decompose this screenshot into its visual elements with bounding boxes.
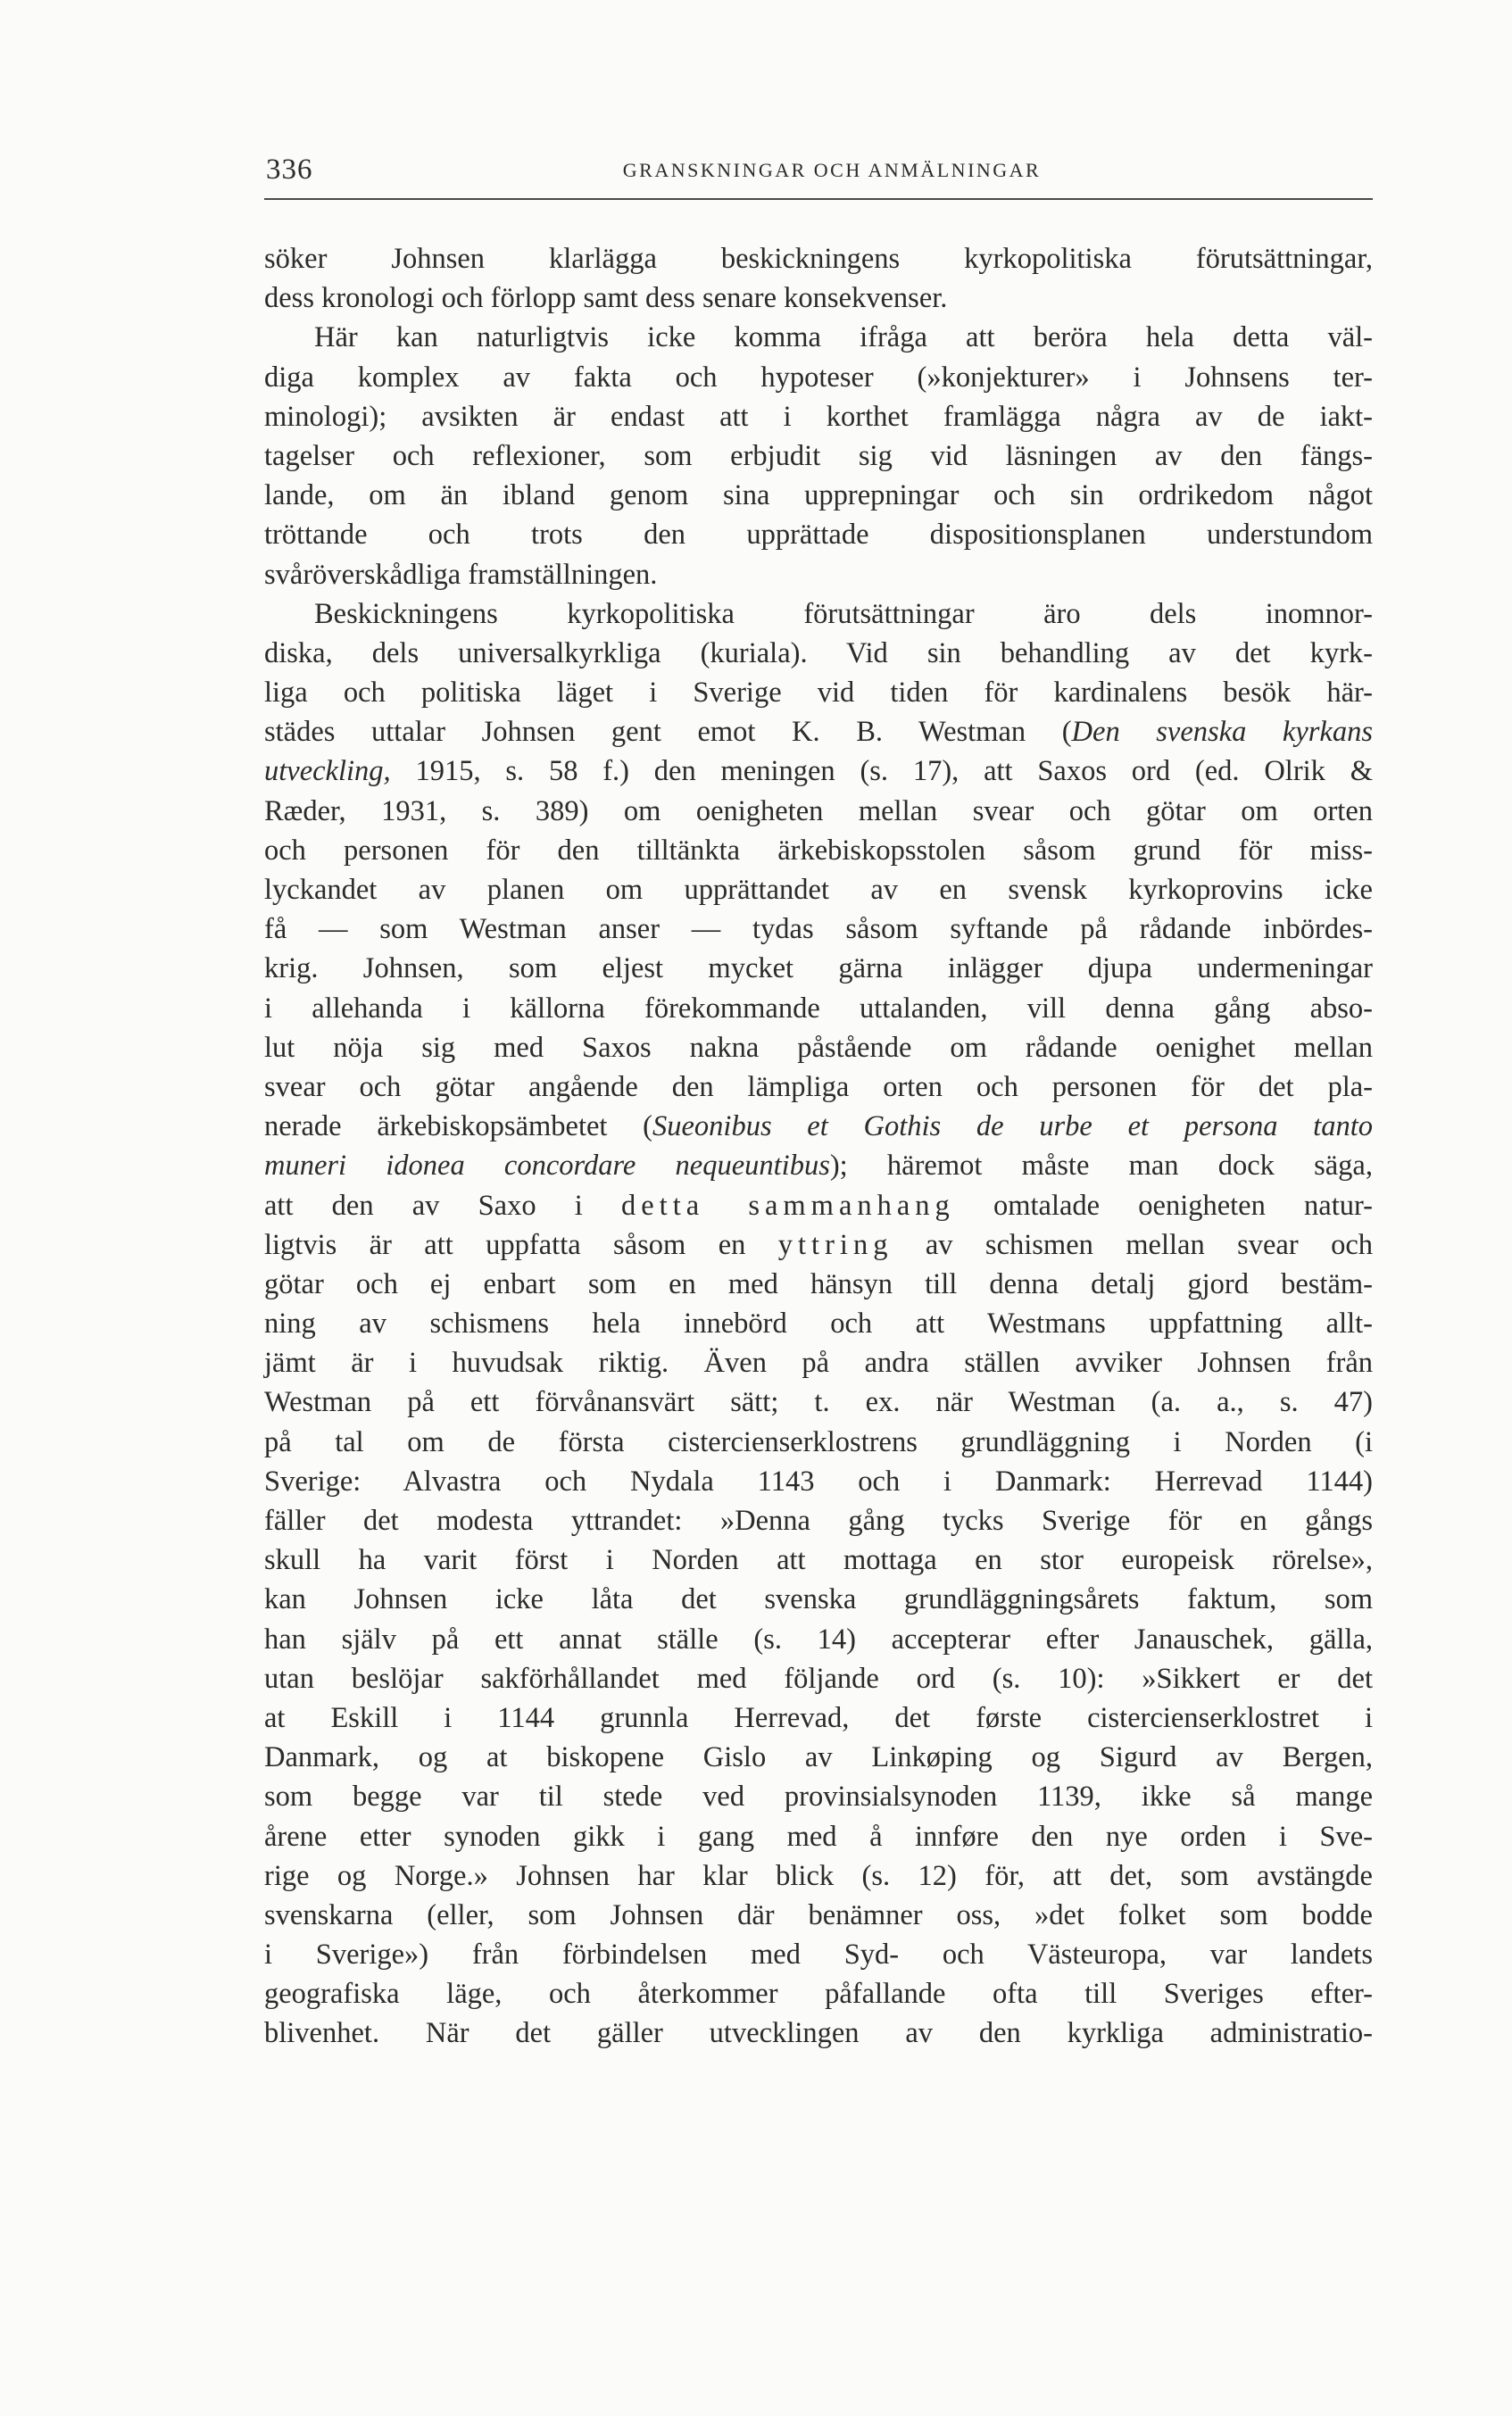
italic-text: Sueonibus et Gothis de urbe et persona tanto [652, 1110, 1373, 1143]
line-text: geografiska läge, och återkommer påfallande ofta till Sveriges efter- [264, 1978, 1373, 2011]
line-text: blivenhet. När det gäller utvecklingen av den kyrkliga administratio- [264, 2017, 1373, 2050]
page-number: 336 [266, 154, 313, 186]
line-text: liga och politiska läget i Sverige vid tiden för kardinalens besök här- [264, 677, 1373, 710]
line-text: tagelser och reflexioner, som erbjudit sig vid läsningen av den fängs- [264, 439, 1373, 472]
text-line [264, 1659, 1373, 1698]
text-line [264, 1896, 1373, 1935]
line-text: städes uttalar Johnsen gent emot K. B. Westman ( [264, 716, 1072, 749]
line-text: Beskickningens kyrkopolitiska förutsättningar äro dels inomnor- [314, 597, 1373, 630]
text-line [264, 594, 1373, 634]
line-text: diga komplex av fakta och hypoteser (»konjekturer» i Johnsens ter- [264, 361, 1373, 394]
italic-text: Den svenska kyrkans [1071, 716, 1374, 749]
line-text: lande, om än ibland genom sina upprepningar och sin ordrikedom något [264, 479, 1373, 512]
text-line [264, 239, 1373, 278]
text-line [264, 1620, 1373, 1659]
line-text: omtalade oenigheten natur- [954, 1189, 1373, 1222]
text-line [264, 476, 1373, 515]
line-text: i Sverige») från förbindelsen med Syd- och Västeuropa, var landets [264, 1939, 1373, 1972]
line-text: svenskarna (eller, som Johnsen där benämner oss, »det folket som bodde [264, 1898, 1373, 1931]
text-line [264, 1067, 1373, 1107]
text-line [264, 1501, 1373, 1540]
text-line [264, 515, 1373, 554]
text-line [264, 949, 1373, 988]
line-text: årene etter synoden gikk i gang med å innføre den nye orden i Sve- [264, 1820, 1373, 1853]
text-line [264, 1974, 1373, 2013]
line-text: Danmark, og at biskopene Gislo av Linkøping og Sigurd av Bergen, [264, 1741, 1373, 1774]
running-head: GRANSKNINGAR OCH ANMÄLNINGAR [622, 159, 1042, 181]
text-line [264, 1817, 1373, 1856]
text-line [264, 2013, 1373, 2053]
line-text: nerade ärkebiskopsämbetet ( [264, 1110, 652, 1143]
line-text: 1915, s. 58 f.) den meningen (s. 17), att Saxos ord (ed. Olrik & [390, 755, 1373, 788]
line-text: i allehanda i källorna förekommande uttalanden, vill denna gång abso- [264, 992, 1373, 1025]
line-text: dess kronologi och förlopp samt dess senare konsekvenser. [264, 282, 948, 315]
line-text: skull ha varit först i Norden att mottaga en stor europeisk rörelse», [264, 1544, 1373, 1577]
line-text: krig. Johnsen, som eljest mycket gärna inlägger djupa undermeningar [264, 952, 1373, 985]
line-text: rige og Norge.» Johnsen har klar blick (s. 12) för, att det, som avstängde [264, 1859, 1373, 1892]
line-text: ning av schismens hela innebörd och att Westmans uppfattning allt- [264, 1308, 1373, 1341]
text-line [264, 278, 1373, 318]
text-line [264, 1580, 1373, 1619]
line-text: kan Johnsen icke låta det svenska grundläggningsårets faktum, som [264, 1583, 1373, 1616]
line-text: som begge var til stede ved provinsialsynoden 1139, ikke så mange [264, 1781, 1373, 1814]
text-line [264, 397, 1373, 436]
line-text: Ræder, 1931, s. 389) om oenigheten mellan svear och götar om orten [264, 794, 1373, 827]
text-line [264, 1225, 1373, 1265]
text-line [264, 831, 1373, 870]
text-line [264, 555, 1373, 594]
text-line [264, 358, 1373, 397]
line-text: och personen för den tilltänkta ärkebiskopsstolen såsom grund för miss- [264, 834, 1373, 867]
text-line [264, 1107, 1373, 1146]
line-text: han själv på ett annat ställe (s. 14) accepterar efter Janauschek, gälla, [264, 1623, 1373, 1656]
line-text: tröttande och trots den upprättade dispositionsplanen understundom [264, 519, 1373, 552]
line-text: minologi); avsikten är endast att i korthet framlägga några av de iakt- [264, 400, 1373, 433]
text-line [264, 1382, 1373, 1422]
line-text: ligtvis är att uppfatta såsom en [264, 1228, 778, 1261]
text-line [264, 1540, 1373, 1580]
line-text: utan beslöjar sakförhållandet med följande ord (s. 10): »Sikkert er det [264, 1662, 1373, 1695]
line-text: svåröverskådliga framställningen. [264, 558, 658, 591]
text-line [264, 1462, 1373, 1501]
line-text: jämt är i huvudsak riktig. Även på andra ställen avviker Johnsen från [264, 1347, 1373, 1380]
spaced-text: yttring [777, 1228, 893, 1261]
text-line [264, 1028, 1373, 1067]
body-text [264, 239, 1373, 2054]
line-text: diska, dels universalkyrkliga (kuriala). Vid sin behandling av det kyrk- [264, 636, 1373, 669]
text-line [264, 909, 1373, 949]
line-text: Här kan naturligtvis icke komma ifråga att beröra hela detta väl- [314, 321, 1373, 354]
line-text: att den av Saxo i [264, 1189, 621, 1222]
line-text: at Eskill i 1144 grunnla Herrevad, det første cistercienserklostret i [264, 1701, 1373, 1734]
text-line [264, 1186, 1373, 1225]
header-rule [264, 198, 1373, 200]
text-line [264, 673, 1373, 712]
text-line [264, 1146, 1373, 1185]
italic-text: muneri idonea concordare nequeuntibus [264, 1150, 830, 1183]
text-line [264, 634, 1373, 673]
line-text: götar och ej enbart som en med hänsyn till denna detalj gjord bestäm- [264, 1267, 1373, 1300]
line-text: lyckandet av planen om upprättandet av en svensk kyrkoprovins icke [264, 874, 1373, 906]
line-text: söker Johnsen klarlägga beskickningens kyrkopolitiska förutsättningar, [264, 243, 1373, 275]
text-line [264, 1423, 1373, 1462]
line-text: lut nöja sig med Saxos nakna påstående om rådande oenighet mellan [264, 1031, 1373, 1064]
text-line [264, 1304, 1373, 1343]
text-line [264, 1935, 1373, 1974]
text-line [264, 870, 1373, 909]
text-line [264, 318, 1373, 357]
line-text: ); häremot måste man dock säga, [829, 1150, 1373, 1183]
text-line [264, 1738, 1373, 1777]
text-line [264, 436, 1373, 476]
text-line [264, 1777, 1373, 1816]
spaced-text: detta sammanhang [620, 1189, 955, 1222]
text-line [264, 1343, 1373, 1382]
page-header [264, 154, 1373, 198]
line-text: av schismen mellan svear och [893, 1228, 1373, 1261]
text-line [264, 1698, 1373, 1738]
text-line [264, 751, 1373, 791]
line-text: Sverige: Alvastra och Nydala 1143 och i Danmark: Herrevad 1144) [264, 1465, 1373, 1498]
line-text: svear och götar angående den lämpliga orten och personen för det pla- [264, 1070, 1373, 1103]
text-line [264, 1265, 1373, 1304]
line-text: Westman på ett förvånansvärt sätt; t. ex. när Westman (a. a., s. 47) [264, 1386, 1373, 1419]
text-line [264, 712, 1373, 751]
text-line [264, 792, 1373, 831]
line-text: på tal om de första cistercienserklostrens grundläggning i Norden (i [264, 1425, 1373, 1458]
text-line [264, 1856, 1373, 1896]
text-line [264, 989, 1373, 1028]
line-text: fäller det modesta yttrandet: »Denna gång tycks Sverige för en gångs [264, 1505, 1373, 1537]
italic-text: utveckling, [264, 755, 391, 788]
line-text: få — som Westman anser — tydas såsom syftande på rådande inbördes- [264, 913, 1373, 946]
